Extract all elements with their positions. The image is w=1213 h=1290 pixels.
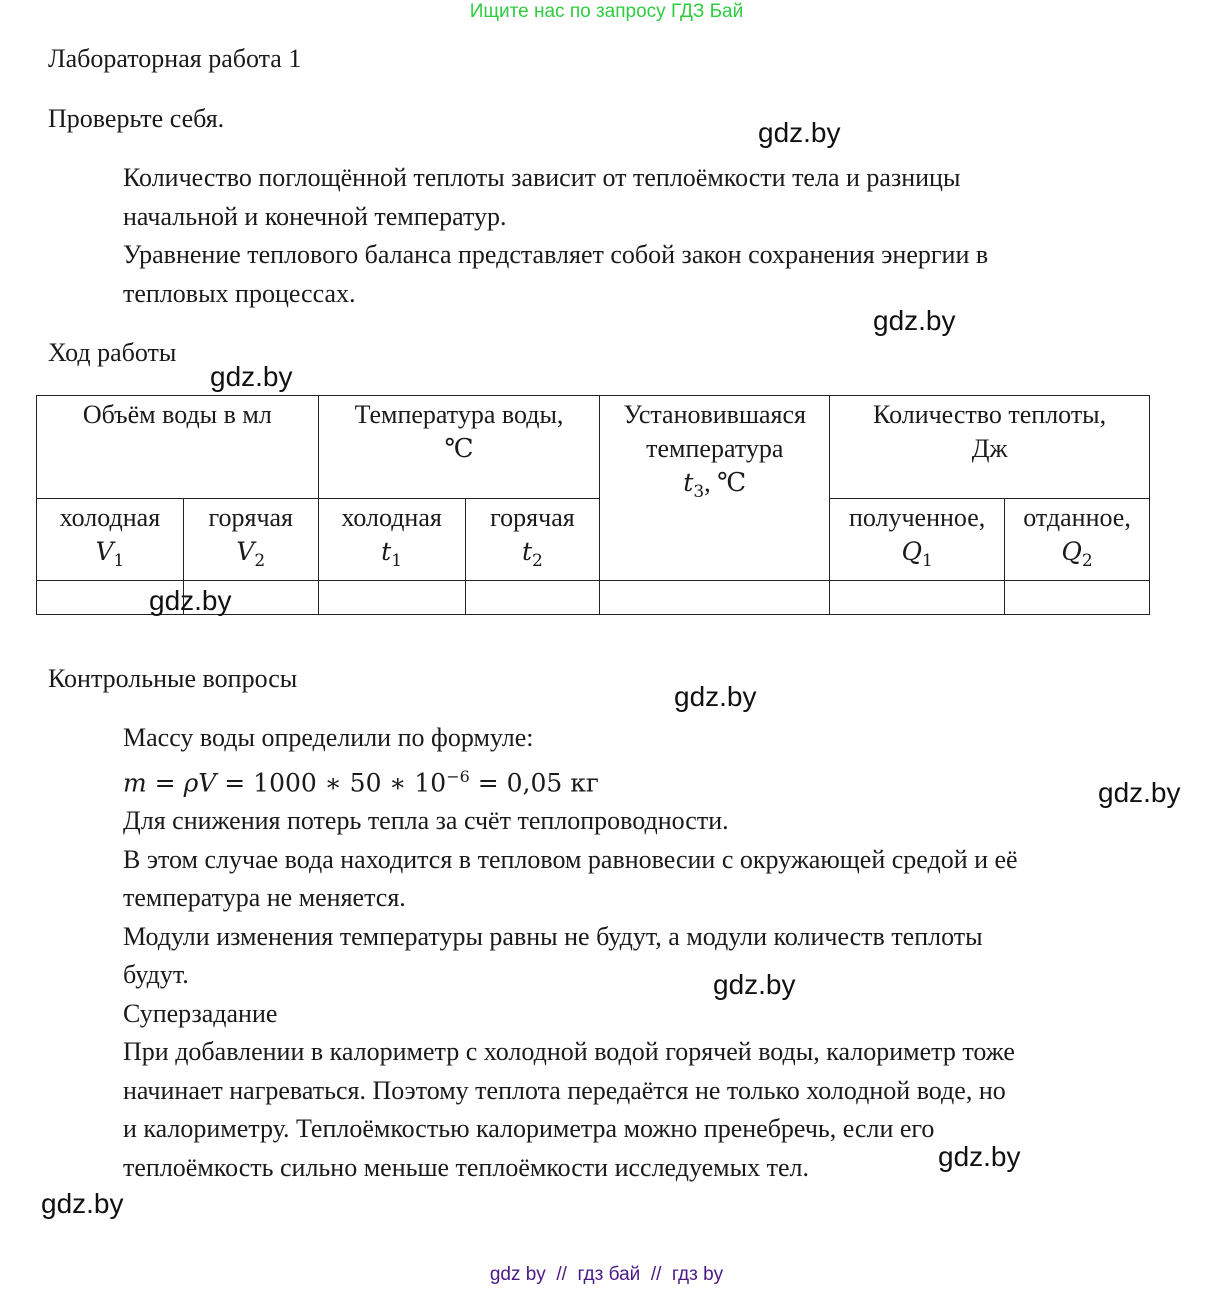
header-hot-temp: горячая $t_2$ — [465, 499, 600, 581]
footer-links[interactable]: gdz by // гдз бай // гдз by — [489, 1264, 724, 1285]
watermark: gdz.by — [1098, 777, 1181, 808]
control-answers — [123, 719, 1153, 1187]
watermark: gdz.by — [41, 1188, 124, 1219]
header-cold-volume: холодная $V_1$ — [37, 499, 184, 581]
mass-formula: m = ρV = 1000 ∗ 50 ∗ $10^{-6} = 0,05$ кг — [123, 766, 599, 797]
watermark: gdz.by — [758, 117, 841, 148]
table-cell — [1005, 581, 1150, 615]
header-hot-volume: горячая $V_2$ — [183, 499, 318, 581]
text-line: будут. — [123, 960, 189, 990]
check-answers — [123, 159, 1153, 313]
search-banner: Ищите нас по запросу ГДЗ Бай — [469, 1, 744, 22]
watermark: gdz.by — [210, 361, 293, 392]
watermark: gdz.by — [674, 681, 757, 712]
text-line: При добавлении в калориметр с холодной водой горячей воды, калориметр тоже — [123, 1037, 1015, 1067]
watermark: gdz.by — [873, 305, 956, 336]
page-title: Лабораторная работа 1 — [48, 44, 302, 73]
text-line: Количество поглощённой теплоты зависит от теплоёмкости тела и разницы — [123, 163, 961, 192]
text-line: температура не меняется. — [123, 883, 406, 913]
header-volume: Объём воды в мл — [37, 396, 319, 499]
watermark: gdz.by — [713, 969, 796, 1000]
control-heading: Контрольные вопросы — [48, 664, 298, 693]
text-line: Массу воды определили по формуле: — [123, 723, 534, 752]
text-line: теплоёмкость сильно меньше теплоёмкости исследуемых тел. — [123, 1152, 809, 1182]
super-heading: Суперзадание — [123, 998, 278, 1028]
text-line: и калориметру. Теплоёмкостью калориметра можно пренебречь, если его — [123, 1114, 935, 1144]
text-line: тепловых процессах. — [123, 278, 356, 308]
text-line: начальной и конечной температур. — [123, 201, 507, 231]
results-table — [36, 395, 1150, 615]
header-temperature: Температура воды, ℃ — [318, 396, 600, 499]
header-heat-given: отданное, $Q_2$ — [1005, 499, 1150, 581]
text-line: Для снижения потерь тепла за счёт теплопроводности. — [123, 806, 729, 836]
text-line: В этом случае вода находится в тепловом равновесии с окружающей средой и её — [123, 844, 1018, 874]
table-cell — [600, 581, 830, 615]
watermark: gdz.by — [938, 1141, 1021, 1172]
procedure-heading: Ход работы — [48, 338, 177, 367]
header-cold-temp: холодная $t_1$ — [318, 499, 465, 581]
text-line: начинает нагреваться. Поэтому теплота передаётся не только холодной воде, но — [123, 1075, 1006, 1105]
table-cell — [830, 581, 1005, 615]
table-cell — [465, 581, 600, 615]
table-cell — [318, 581, 465, 615]
header-heat-received: полученное, $Q_1$ — [830, 499, 1005, 581]
check-heading: Проверьте себя. — [48, 104, 225, 133]
text-line: Уравнение теплового баланса представляет собой закон сохранения энергии в — [123, 240, 989, 269]
header-steady-temperature: Установившаяся температура $t_3$, ℃ — [600, 396, 830, 581]
text-line: Модули изменения температуры равны не будут, а модули количеств теплоты — [123, 921, 983, 951]
header-heat: Количество теплоты, Дж — [830, 396, 1150, 499]
watermark: gdz.by — [149, 585, 232, 616]
